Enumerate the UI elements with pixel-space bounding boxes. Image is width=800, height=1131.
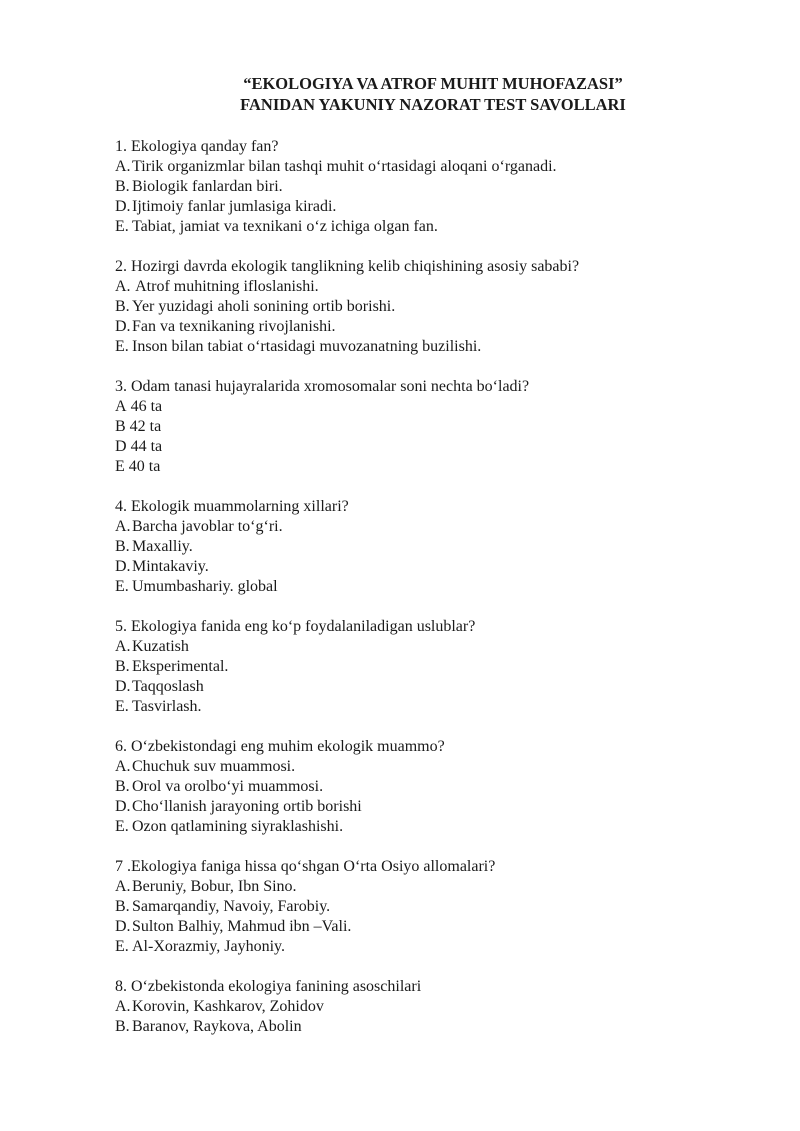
answer-option — [115, 437, 755, 457]
option-letter: D. — [115, 918, 131, 935]
question-text: 3. Odam tanasi hujayralarida xromosomalar soni nechta bo‘ladi? — [115, 378, 530, 395]
answer-option — [115, 557, 755, 577]
option-letter: E — [115, 458, 125, 475]
answer-option — [115, 877, 755, 897]
answer-option — [115, 397, 755, 417]
question-8 — [115, 977, 755, 1037]
option-text: Fan va texnikaning rivojlanishi. — [132, 318, 336, 335]
option-text: Baranov, Raykova, Abolin — [132, 1018, 302, 1035]
option-text: Mintakaviy. — [132, 558, 209, 575]
question-5 — [115, 617, 755, 717]
option-letter: B. — [115, 1018, 130, 1035]
option-letter: A. — [115, 158, 131, 175]
answer-option — [115, 917, 755, 937]
answer-option — [115, 697, 755, 717]
option-text: Cho‘llanish jarayoning ortib borishi — [132, 798, 362, 815]
option-letter: E. — [115, 818, 129, 835]
answer-option — [115, 657, 755, 677]
option-letter: B. — [115, 778, 130, 795]
option-text: 44 ta — [126, 438, 163, 455]
option-letter: E. — [115, 338, 129, 355]
answer-option — [115, 897, 755, 917]
option-text: Inson bilan tabiat o‘rtasidagi muvozanatning buzilishi. — [132, 338, 482, 355]
option-letter: B. — [115, 178, 130, 195]
option-text: Chuchuk suv muammosi. — [132, 758, 296, 775]
option-letter: A. — [115, 518, 131, 535]
title-line-2: FANIDAN YAKUNIY NAZORAT TEST SAVOLLARI — [240, 95, 626, 114]
answer-option — [115, 817, 755, 837]
option-text: Tabiat, jamiat va texnikani o‘z ichiga olgan fan. — [132, 218, 438, 235]
answer-option — [115, 197, 755, 217]
question-3 — [115, 377, 755, 477]
answer-option — [115, 537, 755, 557]
option-letter: A — [115, 398, 127, 415]
question-text: 7 .Ekologiya faniga hissa qo‘shgan O‘rta Osiyo allomalari? — [115, 858, 496, 875]
option-letter: E. — [115, 938, 129, 955]
option-text: Ijtimoiy fanlar jumlasiga kiradi. — [132, 198, 337, 215]
option-text: Biologik fanlardan biri. — [132, 178, 283, 195]
question-4 — [115, 497, 755, 597]
answer-option — [115, 337, 755, 357]
answer-option — [115, 677, 755, 697]
option-letter: E. — [115, 578, 129, 595]
option-text: Atrof muhitning ifloslanishi. — [132, 278, 319, 295]
question-text: 4. Ekologik muammolarning xillari? — [115, 498, 349, 515]
option-text: Korovin, Kashkarov, Zohidov — [132, 998, 324, 1015]
option-letter: E. — [115, 698, 129, 715]
answer-option — [115, 457, 755, 477]
option-letter: D. — [115, 318, 131, 335]
question-2 — [115, 257, 755, 357]
option-text: 42 ta — [125, 418, 162, 435]
option-text: Tasvirlash. — [132, 698, 202, 715]
option-letter: A. — [115, 758, 131, 775]
answer-option — [115, 937, 755, 957]
option-letter: A. — [115, 278, 131, 295]
option-text: Barcha javoblar to‘g‘ri. — [132, 518, 283, 535]
option-letter: D — [115, 438, 127, 455]
answer-option — [115, 417, 755, 437]
option-letter: B — [115, 418, 126, 435]
answer-option — [115, 297, 755, 317]
option-text: Beruniy, Bobur, Ibn Sino. — [132, 878, 297, 895]
option-text: Kuzatish — [132, 638, 189, 655]
option-text: Ozon qatlamining siyraklashishi. — [132, 818, 344, 835]
question-text: 5. Ekologiya fanida eng ko‘p foydalaniladigan uslublar? — [115, 618, 476, 635]
option-letter: A. — [115, 878, 131, 895]
answer-option — [115, 637, 755, 657]
option-letter: A. — [115, 638, 131, 655]
option-text: Orol va orolbo‘yi muammosi. — [132, 778, 324, 795]
answer-option — [115, 997, 755, 1017]
question-7 — [115, 857, 755, 957]
option-letter: B. — [115, 898, 130, 915]
question-1 — [115, 137, 755, 237]
question-text: 2. Hozirgi davrda ekologik tanglikning kelib chiqishining asosiy sababi? — [115, 258, 580, 275]
answer-option — [115, 757, 755, 777]
option-text: 40 ta — [124, 458, 161, 475]
question-text: 1. Ekologiya qanday fan? — [115, 138, 279, 155]
option-letter: B. — [115, 538, 130, 555]
option-letter: B. — [115, 298, 130, 315]
question-list — [115, 137, 755, 1057]
answer-option — [115, 217, 755, 237]
option-text: Yer yuzidagi aholi sonining ortib borishi. — [132, 298, 396, 315]
option-letter: B. — [115, 658, 130, 675]
option-letter: D. — [115, 678, 131, 695]
answer-option — [115, 277, 755, 297]
option-text: Sulton Balhiy, Mahmud ibn –Vali. — [132, 918, 352, 935]
option-text: Al-Xorazmiy, Jayhoniy. — [132, 938, 285, 955]
answer-option — [115, 517, 755, 537]
question-text: 8. O‘zbekistonda ekologiya fanining asoschilari — [115, 978, 422, 995]
option-letter: D. — [115, 558, 131, 575]
option-text: Maxalliy. — [132, 538, 193, 555]
option-text: Samarqandiy, Navoiy, Farobiy. — [132, 898, 331, 915]
answer-option — [115, 317, 755, 337]
option-text: Taqqoslash — [132, 678, 204, 695]
answer-option — [115, 797, 755, 817]
option-letter: D. — [115, 798, 131, 815]
answer-option — [115, 157, 755, 177]
option-text: Tirik organizmlar bilan tashqi muhit o‘rtasidagi aloqani o‘rganadi. — [132, 158, 557, 175]
question-text: 6. O‘zbekistondagi eng muhim ekologik muammo? — [115, 738, 445, 755]
question-6 — [115, 737, 755, 837]
title-line-1: “EKOLOGIYA VA ATROF MUHIT MUHOFAZASI” — [243, 74, 623, 93]
option-letter: A. — [115, 998, 131, 1015]
option-text: Umumbashariy. global — [132, 578, 278, 595]
answer-option — [115, 577, 755, 597]
answer-option — [115, 1017, 755, 1037]
answer-option — [115, 777, 755, 797]
option-text: 46 ta — [126, 398, 163, 415]
option-letter: E. — [115, 218, 129, 235]
answer-option — [115, 177, 755, 197]
option-letter: D. — [115, 198, 131, 215]
option-text: Eksperimental. — [132, 658, 229, 675]
